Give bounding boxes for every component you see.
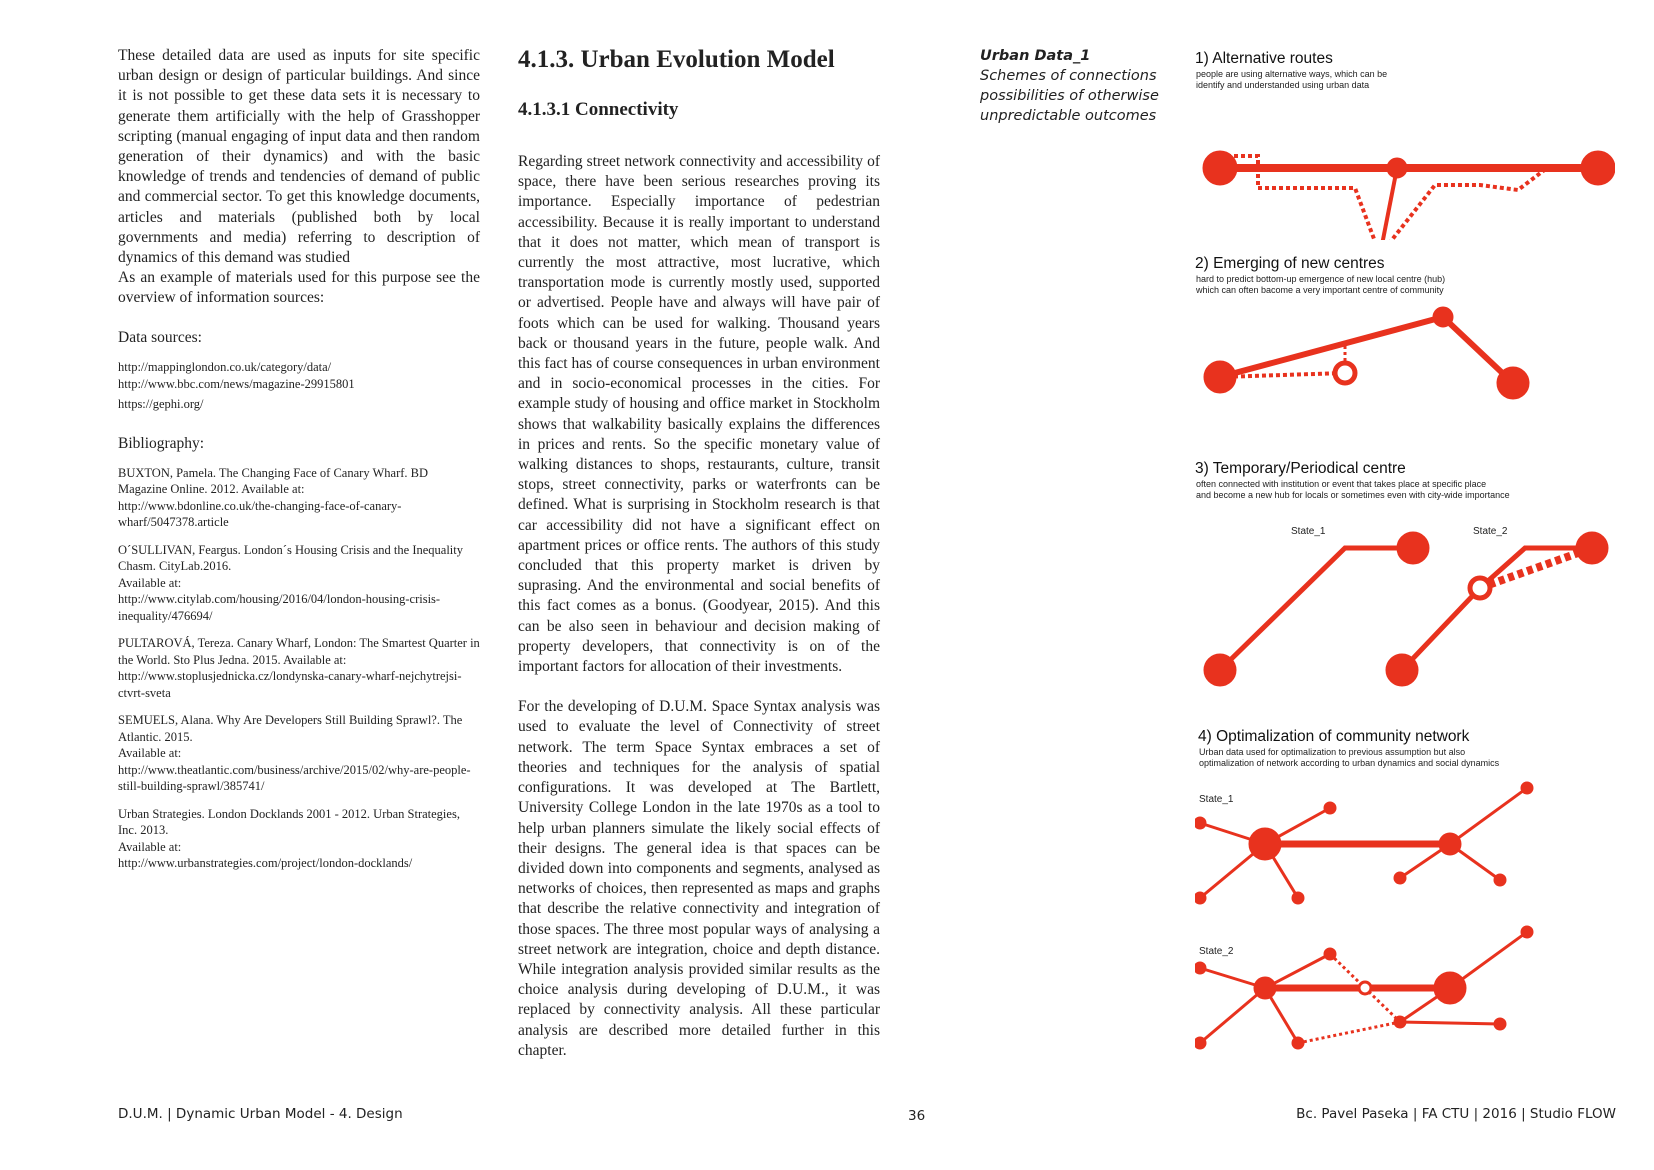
diagram-subtitle: often connected with institution or event that takes place at specific place and become a new hub for locals or sometimes even with city-wide importance [1196, 479, 1510, 500]
state-label: State_2 [1199, 946, 1234, 957]
footer-author: Bc. Pavel Paseka | FA CTU | 2016 | Studio FLOW [1296, 1106, 1616, 1122]
example-paragraph: As an example of materials used for this purpose see the overview of information sources: [118, 269, 480, 307]
diagram-title: 4) Optimalization of community network [1198, 728, 1470, 745]
bibliography-text: PULTAROVÁ, Tereza. Canary Wharf, London: The Smartest Quarter in the World. Sto Plus Jedna. 2015. Available at: [118, 636, 480, 667]
bibliography-available: Available at: [118, 746, 182, 761]
diagram-subtitle: hard to predict bottom-up emergence of new local centre (hub) which can often bacome a very important centre of community [1196, 274, 1446, 295]
source-link[interactable]: https://gephi.org/ [118, 396, 204, 411]
diagram-alternative-routes [1195, 50, 1615, 225]
caption-title: Urban Data_1 [980, 48, 1091, 64]
bibliography-url[interactable]: http://www.urbanstrategies.com/project/london-docklands/ [118, 856, 413, 871]
sources-label: Data sources: [118, 328, 202, 346]
diagram-title: 2) Emerging of new centres [1195, 255, 1385, 272]
bibliography-url[interactable]: http://www.theatlantic.com/business/archive/2015/02/why-are-people-still-building-sprawl/385741/ [118, 762, 471, 794]
connectivity-paragraph-1: Regarding street network connectivity and accessibility of space, there have been serious researches proving its importance. Especially importance of pedestrian accessibility. Because it is really important to understand that it does not matter, which mean of transport is currently the most attractive, most lucrative, which transportation mode is currently mostly used, supported or advertised. People have and always will have pair of foots which can be used for walking. Thousand years back or thousand years in the future, people walk. And this fact has of course consequences in urban environment and in socio-economical processes in the cities. For example study of housing and office market in Stockholm shows that walkability basically explains the differences in prices and rents. So the specific monetary value of walking distances to shops, restaurants, culture, transit stops, street connectivity, parks or waterfronts can be defined. What is surprising in Stockholm research is that car accessibility did not have a significant effect on apartment prices or office rents. The authors of this study concluded that this property market is driven by suprasing. And the environmental and social benefits of this fact comes as a bonus. (Goodyear, 2015). And this can be also seen in behaviour and decision making of property developers, that connectivity is on of the important factors for allocation of their investments. [518, 153, 880, 676]
bibliography-entry [118, 542, 480, 625]
network-graphic [1195, 295, 1615, 425]
diagram-subtitle: Urban data used for optimalization to previous assumption but also optimalization of network according to urban dynamics and social dynamics [1199, 747, 1500, 768]
page-number: 36 [908, 1108, 926, 1124]
figure-caption [980, 46, 1170, 126]
footer-title: D.U.M. | Dynamic Urban Model - 4. Design [118, 1106, 403, 1122]
bibliography-entry [118, 635, 480, 701]
source-link[interactable]: http://www.bbc.com/news/magazine-29915801 [118, 376, 355, 391]
bibliography-entry [118, 806, 480, 872]
bibliography-url[interactable]: http://www.stoplusjednicka.cz/londynska-canary-wharf-nejchytrejsi-ctvrt-sveta [118, 669, 462, 700]
middle-column [518, 44, 880, 1061]
section-heading: 4.1.3. Urban Evolution Model [518, 46, 835, 73]
bibliography-entry [118, 712, 480, 795]
diagram-temporary-centre [1195, 460, 1615, 690]
bibliography-text: Urban Strategies. London Docklands 2001 - 2012. Urban Strategies, Inc. 2013. [118, 806, 460, 838]
intro-paragraph: These detailed data are used as inputs for site specific urban design or design of particular buildings. And since it is not possible to get these data sets it is necessary to generate them artificially with the help of Grasshopper scripting (manual engaging of input data and then random generation of their dynamics) and with the basic knowledge of trends and tendencies of demand of public and commercial sector. To get this knowledge documents, articles and materials (published both by local governments and media) referring to description of dynamics of this demand was studied [118, 47, 480, 267]
subsection-heading: 4.1.3.1 Connectivity [518, 99, 679, 120]
connectivity-paragraph-2: For the developing of D.U.M. Space Syntax analysis was used to evaluate the level of Connectivity of street network. The term Space Syntax embraces a set of theories and techniques for the analysis of spatial configurations. It was developed at The Bartlett, University College London in the late 1970s as a tool to help urban planners simulate the likely social effects of their designs. The general idea is that spaces can be divided down into components and segments, analysed as networks of choices, then represented as maps and graphs that describe the relative connectivity and integration of those spaces. The three most popular ways of analysing a street network are integration, choice and depth distance. While integration analysis provided similar results as the choice analysis during developing of D.U.M., it was replaced by connectivity analysis. All these particular analysis are described more detailed further in this chapter. [518, 698, 880, 1059]
network-graphic [1195, 90, 1615, 240]
state-label: State_1 [1199, 794, 1234, 805]
source-link[interactable]: http://mappinglondon.co.uk/category/data/ [118, 359, 332, 374]
bibliography-url[interactable]: http://www.citylab.com/housing/2016/04/london-housing-crisis-inequality/476694/ [118, 592, 441, 623]
bibliography-entry [118, 465, 480, 531]
state-label: State_1 [1291, 526, 1326, 537]
diagram-title: 1) Alternative routes [1195, 50, 1333, 67]
bibliography-url[interactable]: http://www.bdonline.co.uk/the-changing-face-of-canary-wharf/5047378.article [118, 498, 402, 530]
caption-text: Schemes of connections possibilities of otherwise unpredictable outcomes [980, 68, 1159, 124]
bibliography-text: O´SULLIVAN, Feargus. London´s Housing Crisis and the Inequality Chasm. CityLab.2016. [118, 542, 463, 574]
bibliography-available: Available at: [118, 575, 182, 590]
bibliography-text: BUXTON, Pamela. The Changing Face of Canary Wharf. BD Magazine Online. 2012. Available at: [118, 465, 429, 497]
left-column [118, 46, 480, 883]
state-label: State_2 [1473, 526, 1508, 537]
bibliography-text: SEMUELS, Alana. Why Are Developers Still Building Sprawl?. The Atlantic. 2015. [118, 713, 463, 744]
network-graphic [1195, 768, 1615, 1078]
diagram-title: 3) Temporary/Periodical centre [1195, 460, 1406, 477]
bibliography-available: Available at: [118, 839, 182, 854]
diagram-subtitle: people are using alternative ways, which can be identify and understanded using urban data [1196, 69, 1388, 90]
bibliography-label: Bibliography: [118, 434, 205, 452]
diagram-optimalization [1195, 728, 1615, 1068]
diagram-emerging-centres [1195, 255, 1615, 415]
network-graphic [1195, 500, 1615, 690]
